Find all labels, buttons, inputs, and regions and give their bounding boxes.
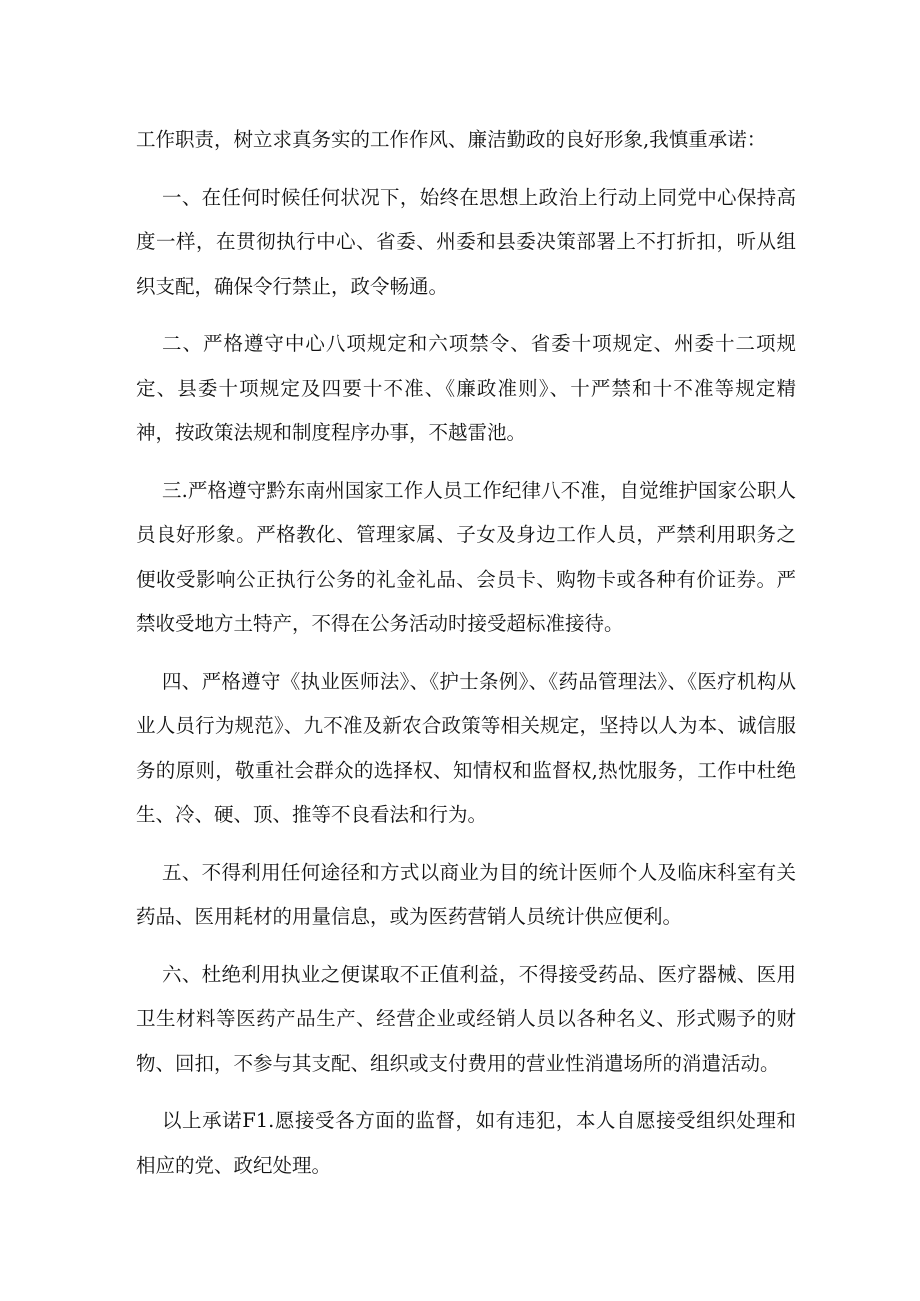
paragraph-item-5: 五、不得利用任何途径和方式以商业为目的统计医师个人及临床科室有关药品、医用耗材的用量信息，或为医药营销人员统计供应便利。 xyxy=(136,860,796,928)
document-body xyxy=(136,118,796,1201)
paragraph-item-4: 四、严格遵守《执业医师法》、《护士条例》、《药品管理法》、《医疗机构从业人员行为规范》、九不准及新农合政策等相关规定，坚持以人为本、诚信服务的原则，敬重社会群众的选择权、知情权和监督权,热忱服务，工作中杜绝生、冷、硬、顶、推等不良看法和行为。 xyxy=(136,669,796,826)
paragraph-item-1: 一、在任何时候任何状况下，始终在思想上政治上行动上同党中心保持高度一样，在贯彻执行中心、省委、州委和县委决策部署上不打折扣，听从组织支配，确保令行禁止，政令畅通。 xyxy=(136,185,796,298)
paragraph-closing: 以上承诺F1.愿接受各方面的监督，如有违犯，本人自愿接受组织处理和相应的党、政纪处理。 xyxy=(136,1109,796,1177)
paragraph-item-6: 六、杜绝利用执业之便谋取不正值利益，不得接受药品、医疗器械、医用卫生材料等医药产品生产、经营企业或经销人员以各种名义、形式赐予的财物、回扣，不参与其支配、组织或支付费用的营业性消遣场所的消遣活动。 xyxy=(136,962,796,1075)
paragraph-item-2: 二、严格遵守中心八项规定和六项禁令、省委十项规定、州委十二项规定、县委十项规定及四要十不准、《廉政准则》、十严禁和十不准等规定精神，按政策法规和制度程序办事，不越雷池。 xyxy=(136,332,796,444)
paragraph-intro: 工作职责，树立求真务实的工作作风、廉洁勤政的良好形象,我慎重承诺： xyxy=(136,128,767,151)
paragraph-item-3: 三.严格遵守黔东南州国家工作人员工作纪律八不准，自觉维护国家公职人员良好形象。严格教化、管理家属、子女及身边工作人员，严禁利用职务之便收受影响公正执行公务的礼金礼品、会员卡、购物卡或各种有价证券。严禁收受地方土特产，不得在公务活动时接受超标准接待。 xyxy=(136,478,796,635)
